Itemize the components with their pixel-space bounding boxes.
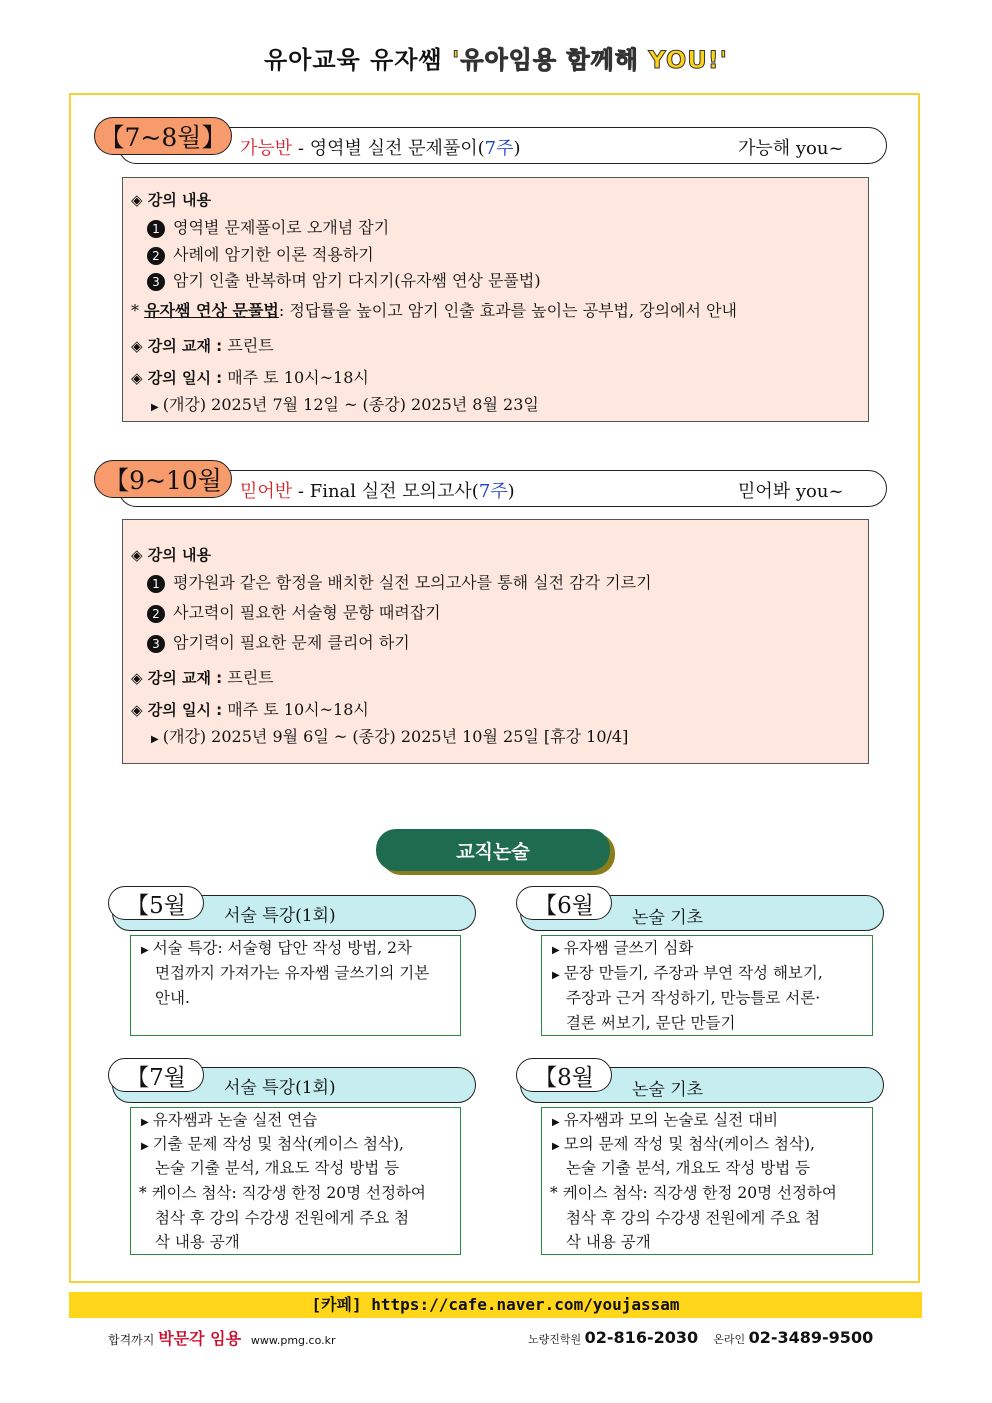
diamond-icon: ◈	[131, 191, 148, 209]
triangle-right-icon: ▶	[552, 1117, 560, 1128]
list-item	[147, 600, 441, 623]
loc2-phone: 02-3489-9500	[748, 1328, 874, 1347]
dates-row	[151, 392, 539, 415]
triangle-right-icon: ▶	[141, 945, 149, 956]
number-3-icon: 3	[147, 273, 165, 291]
month-tag: 【7~8월】	[94, 117, 232, 155]
loc2-label: 온라인	[713, 1333, 749, 1346]
note-star: *	[131, 301, 145, 320]
list-item	[147, 268, 541, 291]
schedule: 매주 토 10시~18시	[227, 368, 369, 387]
month-tag: 【5월	[108, 886, 204, 920]
course-desc: 영역별 실전 문제풀이(	[309, 138, 485, 159]
title-highlight: '유아임용 함께해 YOU!'	[451, 46, 729, 74]
line: 삭 내용 공개	[155, 1233, 240, 1251]
list-item	[147, 630, 410, 653]
number-2-icon: 2	[147, 247, 165, 265]
textbook: 프린트	[227, 336, 274, 355]
class-name: 가능반	[240, 138, 293, 159]
schedule-label: 강의 일시 :	[147, 701, 223, 719]
dates-row	[151, 724, 628, 747]
item-text: 사고력이 필요한 서술형 문항 때려잡기	[173, 603, 441, 622]
list-item	[552, 1132, 815, 1159]
line: 논술 기출 분석, 개요도 작성 방법 등	[155, 1159, 400, 1177]
loc1-label: 노량진학원	[528, 1333, 585, 1346]
course-title	[240, 477, 515, 503]
diamond-icon: ◈	[131, 337, 148, 355]
topic: 서술 특강(1회)	[224, 906, 336, 926]
list-item	[141, 936, 412, 963]
slogan: 믿어봐 you~	[738, 481, 844, 502]
line: 유자쌤과 모의 논술로 실전 대비	[563, 1111, 779, 1129]
textbook-row	[131, 665, 274, 688]
contact	[528, 1328, 873, 1347]
item-text: 암기 인출 반복하며 암기 다지기(유자쌤 연상 문풀법)	[173, 271, 541, 290]
line: 모의 문제 작성 및 첨삭(케이스 첨삭),	[563, 1135, 815, 1153]
line: 삭 내용 공개	[566, 1233, 651, 1251]
schedule-label: 강의 일시 :	[147, 369, 223, 387]
line: 문장 만들기, 주장과 부연 작성 해보기,	[563, 964, 823, 982]
course-info-box	[122, 177, 869, 422]
dates: (개강) 2025년 9월 6일 ~ (종강) 2025년 10월 25일 [휴강 10/4]	[162, 727, 629, 746]
paren: )	[507, 481, 515, 502]
schedule-row	[131, 365, 369, 388]
line: 유자쌤과 논술 실전 연습	[152, 1111, 318, 1129]
essay-section-title: 교직논술	[376, 829, 610, 871]
textbook-label: 강의 교재 :	[147, 669, 223, 687]
topic: 서술 특강(1회)	[224, 1078, 336, 1098]
weeks: 7주	[484, 138, 514, 159]
list-item	[552, 1108, 778, 1135]
triangle-right-icon: ▶	[552, 945, 560, 956]
page-title	[0, 40, 992, 75]
cafe-link[interactable]: [카페] https://cafe.naver.com/youjassam	[69, 1292, 922, 1318]
note: * 케이스 첨삭: 직강생 한정 20명 선정하여	[139, 1184, 426, 1202]
list-item	[147, 242, 374, 265]
line: 논술 기출 분석, 개요도 작성 방법 등	[566, 1159, 811, 1177]
content-title: 강의 내용	[147, 546, 211, 564]
weeks: 7주	[478, 481, 508, 502]
note-key: 유자쌤 연상 문풀법	[144, 301, 279, 320]
number-1-icon: 1	[147, 575, 165, 593]
line: 기출 문제 작성 및 첨삭(케이스 첨삭),	[152, 1135, 404, 1153]
slogan: 가능해 you~	[738, 138, 844, 159]
topic-box	[130, 935, 461, 1036]
list-item	[147, 215, 389, 238]
schedule-row	[131, 697, 369, 720]
note-text: : 정답률을 높이고 암기 인출 효과를 높이는 공부법, 강의에서 안내	[278, 301, 737, 320]
number-2-icon: 2	[147, 605, 165, 623]
site-link[interactable]: www.pmg.co.kr	[250, 1334, 336, 1347]
number-1-icon: 1	[147, 220, 165, 238]
list-item	[147, 570, 652, 593]
course-title	[240, 134, 521, 160]
class-name: 믿어반	[240, 481, 293, 502]
month-tag: 【6월	[516, 886, 612, 920]
textbook: 프린트	[227, 668, 274, 687]
brand-name: 박문각 임용	[158, 1329, 242, 1348]
content-heading	[131, 544, 211, 565]
item-text: 평가원과 같은 함정을 배치한 실전 모의고사를 통해 실전 감각 기르기	[173, 573, 652, 592]
line: 안내.	[155, 989, 190, 1007]
triangle-right-icon: ▶	[151, 734, 159, 745]
line: 케이스 첨삭: 직강생 한정 20명 선정하여	[562, 1184, 837, 1202]
line: 첨삭 후 강의 수강생 전원에게 주요 첨	[566, 1209, 821, 1227]
line: 결론 써보기, 문단 만들기	[566, 1014, 736, 1032]
diamond-icon: ◈	[131, 669, 148, 687]
line: 케이스 첨삭: 직강생 한정 20명 선정하여	[151, 1184, 426, 1202]
course-info-box	[122, 519, 869, 764]
note: * 케이스 첨삭: 직강생 한정 20명 선정하여	[550, 1184, 837, 1202]
triangle-right-icon: ▶	[141, 1141, 149, 1152]
item-text: 암기력이 필요한 문제 클리어 하기	[173, 633, 410, 652]
triangle-right-icon: ▶	[552, 1141, 560, 1152]
triangle-right-icon: ▶	[141, 1117, 149, 1128]
triangle-right-icon: ▶	[151, 402, 159, 413]
line: 주장과 근거 작성하기, 만능틀로 서론·	[566, 989, 821, 1007]
content-heading	[131, 189, 211, 210]
topic-box	[541, 935, 873, 1036]
loc1-phone: 02-816-2030	[584, 1328, 699, 1347]
topic: 논술 기초	[632, 908, 704, 928]
line: 서술 특강: 서술형 답안 작성 방법, 2차	[152, 939, 412, 957]
dash: -	[292, 481, 310, 502]
dates: (개강) 2025년 7월 12일 ~ (종강) 2025년 8월 23일	[162, 395, 539, 414]
item-text: 사례에 암기한 이론 적용하기	[173, 245, 374, 264]
triangle-right-icon: ▶	[552, 970, 560, 981]
topic: 논술 기초	[632, 1080, 704, 1100]
list-item	[141, 1108, 317, 1135]
topic-box	[130, 1107, 461, 1255]
diamond-icon: ◈	[131, 701, 148, 719]
note	[131, 298, 737, 321]
schedule: 매주 토 10시~18시	[227, 700, 369, 719]
paren: )	[513, 138, 521, 159]
course-desc: Final 실전 모의고사(	[309, 481, 479, 502]
line: 면접까지 가져가는 유자쌤 글쓰기의 기본	[155, 964, 430, 982]
brand	[108, 1326, 336, 1349]
month-tag: 【7월	[108, 1058, 204, 1092]
line: 첨삭 후 강의 수강생 전원에게 주요 첨	[155, 1209, 410, 1227]
number-3-icon: 3	[147, 635, 165, 653]
content-title: 강의 내용	[147, 191, 211, 209]
list-item	[552, 961, 823, 988]
textbook-row	[131, 333, 274, 356]
line: 유자쌤 글쓰기 심화	[563, 939, 694, 957]
brand-prefix: 합격까지	[108, 1333, 159, 1347]
item-text: 영역별 문제풀이로 오개념 잡기	[173, 218, 390, 237]
month-tag: 【9~10월	[94, 460, 232, 498]
topic-box	[541, 1107, 873, 1255]
title-prefix: 유아교육 유자쌤	[263, 46, 452, 74]
month-tag: 【8월	[516, 1058, 612, 1092]
list-item	[141, 1132, 404, 1159]
dash: -	[292, 138, 310, 159]
diamond-icon: ◈	[131, 546, 148, 564]
list-item	[552, 936, 693, 963]
textbook-label: 강의 교재 :	[147, 337, 223, 355]
diamond-icon: ◈	[131, 369, 148, 387]
